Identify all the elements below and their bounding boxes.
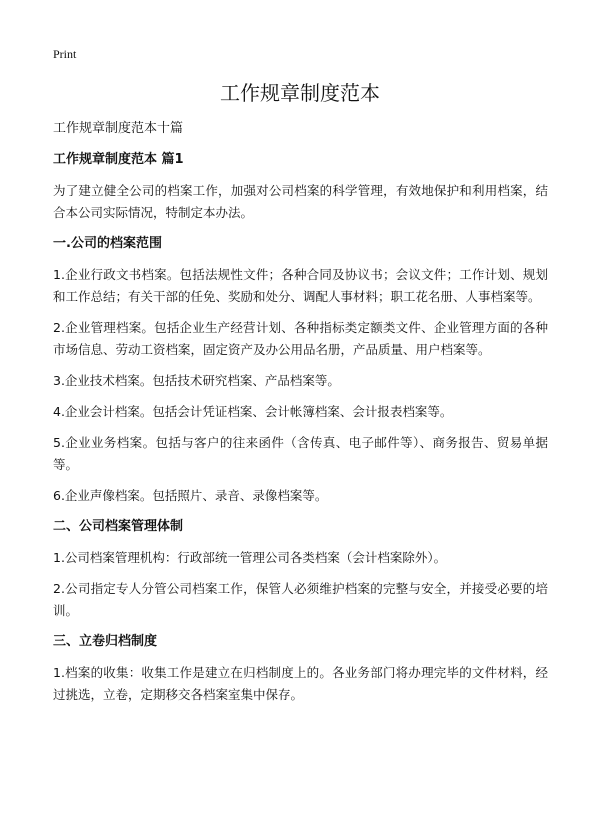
section-heading: 二、公司档案管理体制 bbox=[53, 519, 184, 534]
document-body bbox=[53, 118, 548, 715]
paragraph: 1.公司档案管理机构：行政部统一管理公司各类档案（会计档案除外）。 bbox=[53, 550, 447, 565]
paragraph: 2.企业管理档案。包括企业生产经营计划、各种指标类定额类文件、企业管理方面的各种市场信息、劳动工资档案，固定资产及办公用品名册，产品质量、用户档案等。 bbox=[53, 320, 548, 357]
paragraph: 2.公司指定专人分管公司档案工作，保管人必须维护档案的完整与安全，并接受必要的培训。 bbox=[53, 581, 548, 618]
paragraph: 1.企业行政文书档案。包括法规性文件；各种合同及协议书；会议文件；工作计划、规划和工作总结；有关干部的任免、奖励和处分、调配人事材料；职工花名册、人事档案等。 bbox=[53, 267, 548, 304]
paragraph: 为了建立健全公司的档案工作，加强对公司档案的科学管理，有效地保护和利用档案，结合本公司实际情况，特制定本办法。 bbox=[53, 183, 548, 220]
section-heading: 三、立卷归档制度 bbox=[53, 634, 158, 649]
paragraph: 1.档案的收集：收集工作是建立在归档制度上的。各业务部门将办理完毕的文件材料，经过挑选，立卷，定期移交各档案室集中保存。 bbox=[53, 665, 548, 702]
document-title: 工作规章制度范本 bbox=[220, 81, 380, 105]
paragraph: 6.企业声像档案。包括照片、录音、录像档案等。 bbox=[53, 488, 328, 503]
paragraph: 4.企业会计档案。包括会计凭证档案、会计帐簿档案、会计报表档案等。 bbox=[53, 404, 453, 419]
section-heading: 一.公司的档案范围 bbox=[53, 236, 162, 251]
paragraph: 3.企业技术档案。包括技术研究档案、产品档案等。 bbox=[53, 373, 340, 388]
section-heading: 工作规章制度范本 篇1 bbox=[53, 152, 184, 167]
document-subtitle: 工作规章制度范本十篇 bbox=[53, 121, 184, 136]
print-label: Print bbox=[53, 47, 77, 61]
paragraph: 5.企业业务档案。包括与客户的往来函件（含传真、电子邮件等）、商务报告、贸易单据等。 bbox=[53, 435, 548, 472]
